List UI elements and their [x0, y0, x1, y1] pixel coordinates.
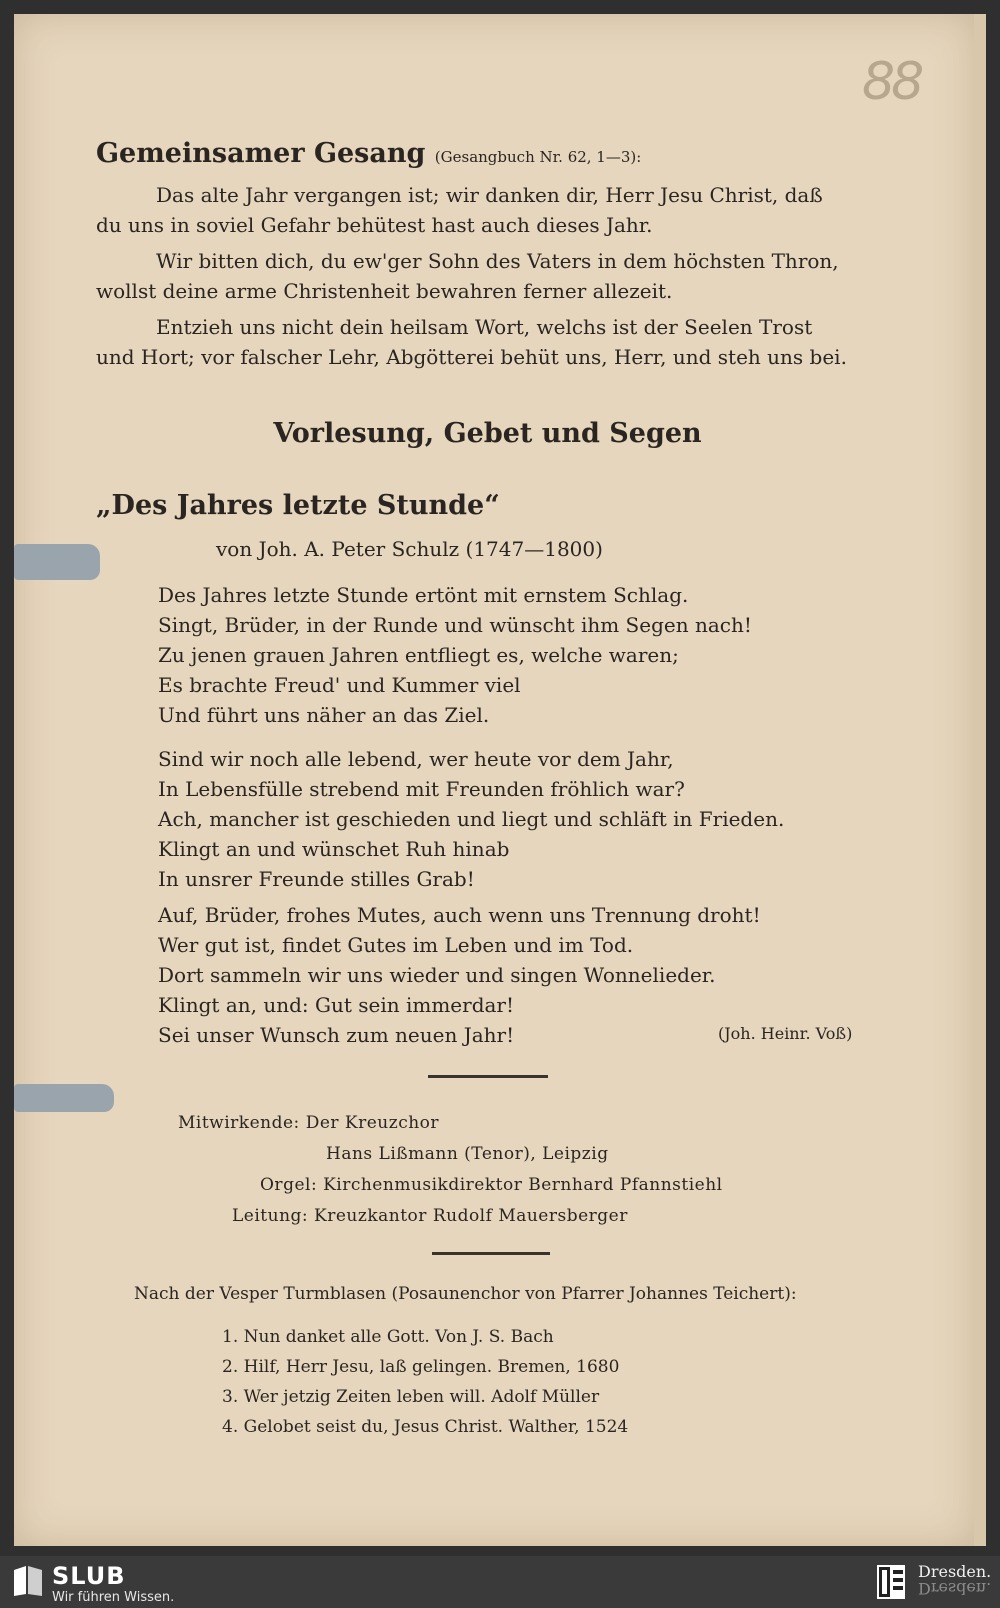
stanza-line: Wir bitten dich, du ew'ger Sohn des Vaters in dem höchsten Thron, — [156, 249, 839, 273]
stanza-line: In Lebensfülle strebend mit Freunden fröhlich war? — [158, 777, 685, 801]
stanza-line: Wer gut ist, findet Gutes im Leben und im Tod. — [158, 933, 634, 957]
paper-tear — [14, 544, 100, 580]
song-author: (Joh. Heinr. Voß) — [718, 1024, 853, 1043]
logo-name[interactable]: SLUB — [52, 1562, 126, 1590]
section-title: Vorlesung, Gebet und Segen — [273, 418, 702, 449]
book-icon — [12, 1564, 44, 1598]
credit-row: Hans Lißmann (Tenor), Leipzig — [326, 1144, 609, 1164]
crest-icon — [876, 1564, 906, 1600]
credit-row: Mitwirkende: Der Kreuzchor — [178, 1113, 440, 1133]
section-subtitle: (Gesangbuch Nr. 62, 1—3): — [434, 148, 642, 166]
stanza-line: Sind wir noch alle lebend, wer heute vor dem Jahr, — [158, 747, 674, 771]
footer-bar — [0, 1556, 1000, 1608]
hymn-stanza — [96, 246, 839, 306]
divider — [428, 1075, 548, 1078]
stanza-line: Ach, mancher ist geschieden und liegt und schläft in Frieden. — [158, 807, 785, 831]
credit-row: Orgel: Kirchenmusikdirektor Bernhard Pfannstiehl — [260, 1175, 723, 1195]
stanza-line: Das alte Jahr vergangen ist; wir danken dir, Herr Jesu Christ, daß — [156, 183, 823, 207]
page-edge — [974, 14, 986, 1546]
song-title: „Des Jahres letzte Stunde“ — [96, 490, 500, 521]
list-item: 3. Wer jetzig Zeiten leben will. Adolf Müller — [222, 1387, 600, 1407]
stanza-line: wollst deine arme Christenheit bewahren ferner allezeit. — [96, 279, 673, 303]
section-title: Gemeinsamer Gesang (Gesangbuch Nr. 62, 1—3): — [96, 138, 642, 169]
song-stanza — [158, 900, 761, 1050]
stanza-line: Klingt an und wünschet Ruh hinab — [158, 837, 510, 861]
paper-tear — [14, 1084, 114, 1112]
stanza-line: Entzieh uns nicht dein heilsam Wort, welchs ist der Seelen Trost — [156, 315, 813, 339]
list-item: 2. Hilf, Herr Jesu, laß gelingen. Bremen, 1680 — [222, 1357, 620, 1377]
hymn-stanza — [96, 312, 847, 372]
partner-name[interactable]: Dresden. — [918, 1562, 992, 1581]
stanza-line: und Hort; vor falscher Lehr, Abgötterei behüt uns, Herr, und steh uns bei. — [96, 345, 847, 369]
stanza-line: Auf, Brüder, frohes Mutes, auch wenn uns Trennung droht! — [158, 903, 761, 927]
stanza-line: Sei unser Wunsch zum neuen Jahr! — [158, 1023, 515, 1047]
credit-row: Leitung: Kreuzkantor Rudolf Mauersberger — [232, 1206, 628, 1226]
song-stanza — [158, 744, 784, 894]
stanza-line: Es brachte Freud' und Kummer viel — [158, 673, 521, 697]
song-composer: von Joh. A. Peter Schulz (1747—1800) — [216, 537, 603, 561]
stanza-line: Und führt uns näher an das Ziel. — [158, 703, 490, 727]
logo-tagline: Wir führen Wissen. — [52, 1590, 175, 1605]
tower-list — [222, 1322, 628, 1442]
stanza-line: Zu jenen grauen Jahren entfliegt es, welche waren; — [158, 643, 679, 667]
stanza-line: Klingt an, und: Gut sein immerdar! — [158, 993, 515, 1017]
hymn-stanza — [96, 180, 823, 240]
stanza-line: In unsrer Freunde stilles Grab! — [158, 867, 475, 891]
stanza-line: Singt, Brüder, in der Runde und wünscht ihm Segen nach! — [158, 613, 752, 637]
partner-name-mirror: Dresden. — [918, 1579, 992, 1598]
list-item: 1. Nun danket alle Gott. Von J. S. Bach — [222, 1327, 554, 1347]
stanza-line: du uns in soviel Gefahr behütest hast auch dieses Jahr. — [96, 213, 653, 237]
credits-block — [178, 1108, 723, 1232]
list-item: 4. Gelobet seist du, Jesus Christ. Walther, 1524 — [222, 1417, 629, 1437]
song-stanza — [158, 580, 752, 730]
stanza-line: Des Jahres letzte Stunde ertönt mit ernstem Schlag. — [158, 583, 689, 607]
divider — [432, 1252, 550, 1255]
stanza-line: Dort sammeln wir uns wieder und singen Wonnelieder. — [158, 963, 716, 987]
tower-intro: Nach der Vesper Turmblasen (Posaunenchor von Pfarrer Johannes Teichert): — [134, 1284, 797, 1304]
page-number: 88 — [862, 52, 921, 112]
